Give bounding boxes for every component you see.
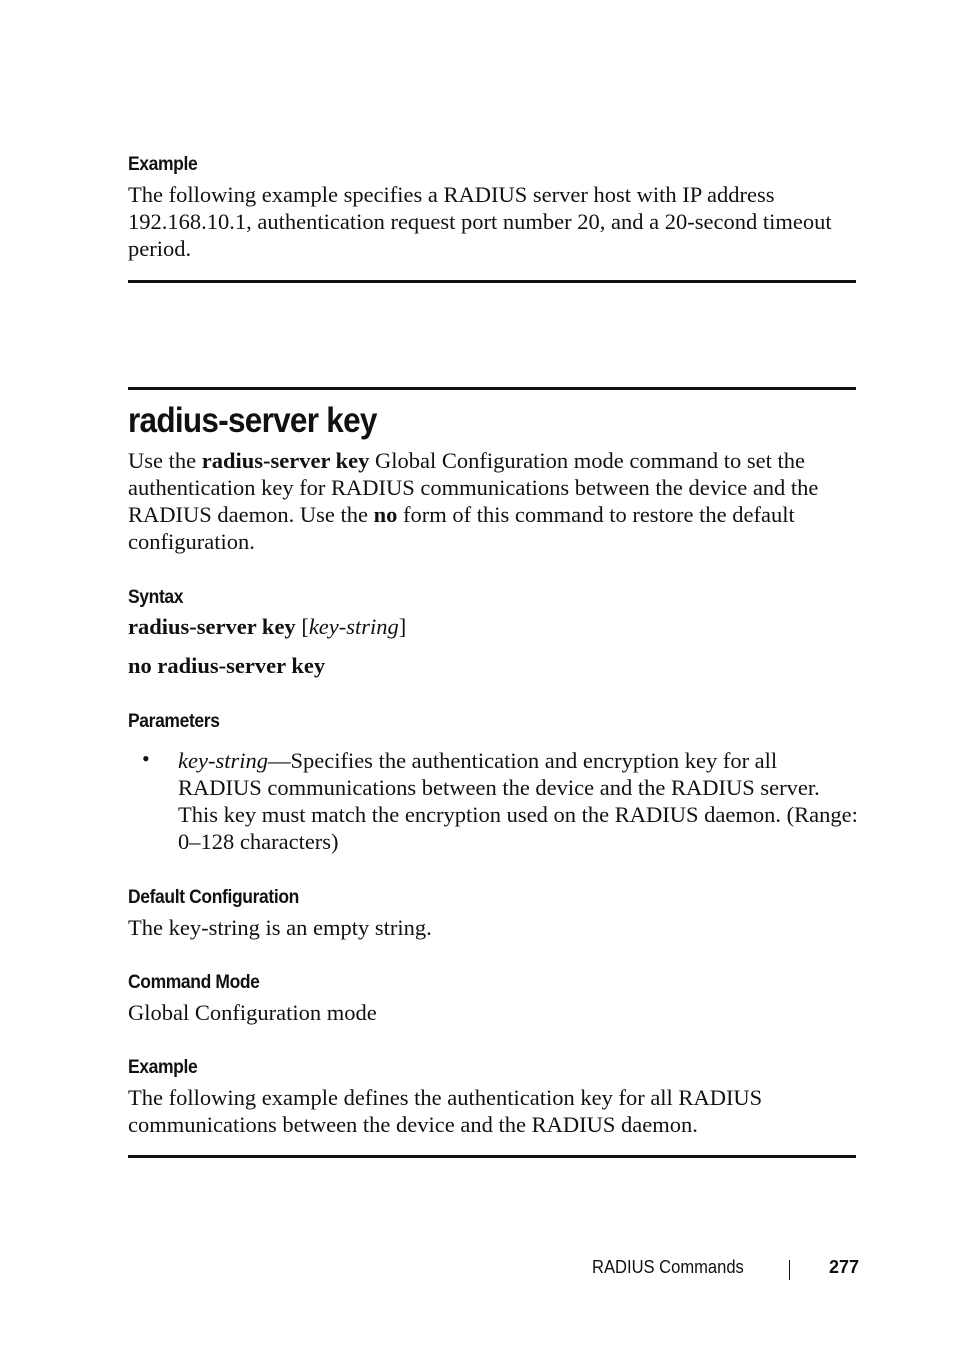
example-heading: Example [128, 1057, 198, 1078]
intro-paragraph [128, 447, 856, 555]
section-divider-top [128, 280, 856, 283]
parameters-heading: Parameters [128, 711, 220, 732]
footer-separator [789, 1260, 790, 1280]
command-mode-heading: Command Mode [128, 972, 260, 993]
syntax-command: radius-server key [128, 614, 296, 639]
syntax-line-1 [128, 613, 856, 640]
example-text: The following example defines the authentication key for all RADIUS communications between the device and the RADIUS daemon. [128, 1085, 763, 1137]
command-mode-text: Global Configuration mode [128, 1000, 377, 1025]
intro-text-3: form of this command to restore the default configuration. [128, 502, 795, 554]
bullet-icon: • [142, 746, 150, 771]
prev-example-text: The following example specifies a RADIUS server host with IP address 192.168.10.1, authentication request port number 20, and a 20-second timeout period. [128, 182, 832, 261]
parameter-description: —Specifies the authentication and encryption key for all RADIUS communications between the device and the RADIUS server. This key must match the encryption used on the RADIUS daemon. (Range: 0–128 characters) [178, 748, 858, 854]
page-number: 277 [829, 1257, 860, 1277]
section-rule [128, 387, 856, 390]
syntax-no-command: no radius-server key [128, 653, 326, 678]
footer-chapter: RADIUS Commands [592, 1257, 744, 1277]
parameter-item [178, 747, 858, 855]
syntax-close-bracket: ] [398, 614, 407, 639]
prev-example-heading: Example [128, 154, 198, 175]
syntax-heading: Syntax [128, 587, 184, 608]
page-title: radius-server key [128, 401, 377, 440]
section-divider-bottom [128, 1155, 856, 1158]
parameter-name: key-string [178, 748, 268, 773]
default-config-heading: Default Configuration [128, 887, 299, 908]
syntax-open-bracket: [ [295, 614, 309, 639]
syntax-line-2 [128, 652, 856, 679]
syntax-parameter: key-string [308, 614, 399, 639]
intro-text-2: Global Configuration mode command to set the authentication key for RADIUS communications between the device and the RADIUS daemon. Use the [128, 448, 819, 527]
intro-no-keyword: no [373, 502, 398, 527]
intro-text-1: Use the [128, 448, 202, 473]
default-config-text: The key-string is an empty string. [128, 915, 432, 940]
intro-command: radius-server key [201, 448, 370, 473]
